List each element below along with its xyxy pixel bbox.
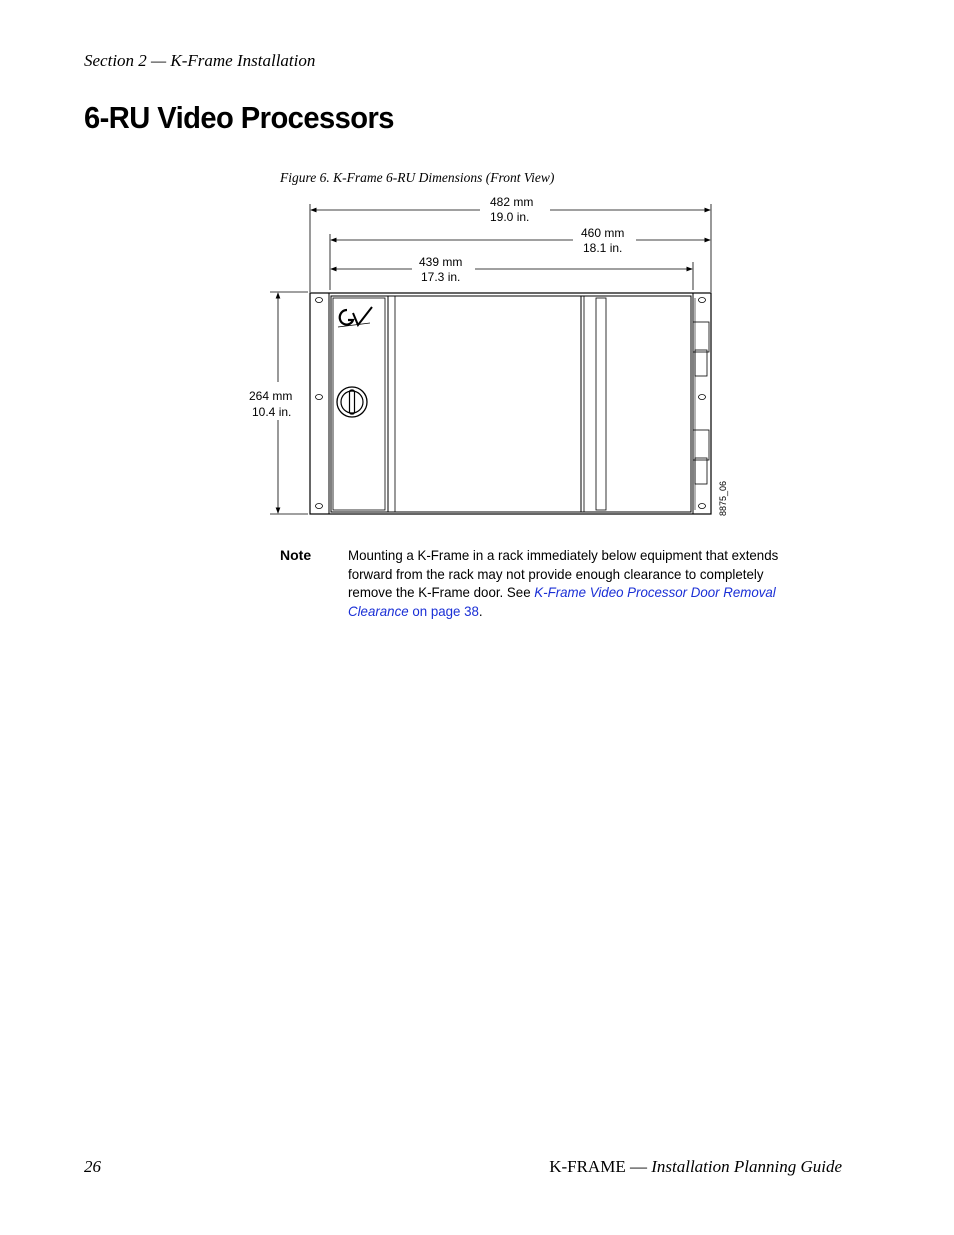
dim-482-in: 19.0 in. — [490, 210, 530, 224]
note-text: Mounting a K-Frame in a rack immediately below equipment that extends forward from the rack may not provide enough clearance to completely remove the K-Frame door. See — [348, 547, 779, 600]
frame-outline — [310, 293, 711, 514]
running-header: Section 2 — K-Frame Installation — [84, 51, 316, 70]
dim-460-in: 18.1 in. — [583, 241, 623, 255]
dim-439-in: 17.3 in. — [421, 270, 461, 284]
dim-439-mm: 439 mm — [419, 255, 463, 269]
footer-separator: — — [625, 1157, 652, 1176]
dim-460-mm: 460 mm — [581, 226, 625, 240]
note-label: Note — [280, 547, 312, 563]
dim-264-in: 10.4 in. — [252, 405, 292, 419]
gv-logo — [336, 307, 372, 329]
figure-caption: Figure 6. K-Frame 6-RU Dimensions (Front View) — [280, 170, 555, 185]
door-removal-page-link[interactable]: on page 38 — [408, 602, 479, 619]
footer-page-number: 26 — [84, 1157, 101, 1176]
footer-product: K-FRAME — [549, 1157, 626, 1176]
frame-front-view-drawing — [240, 190, 740, 530]
footer-document-title — [549, 1157, 842, 1177]
footer-guide: Installation Planning Guide — [651, 1157, 842, 1176]
dim-482-mm: 482 mm — [490, 195, 534, 209]
dimension-figure — [240, 190, 740, 530]
dim-264-mm: 264 mm — [249, 389, 293, 403]
note-end: . — [478, 602, 483, 619]
door-removal-link[interactable]: K-Frame Video Processor Door Removal Clearance — [348, 584, 776, 619]
note-body — [348, 546, 795, 620]
door-lock-icon — [337, 387, 367, 417]
drawing-id: 8875_06 — [718, 480, 728, 516]
page-title: 6-RU Video Processors — [84, 100, 394, 135]
